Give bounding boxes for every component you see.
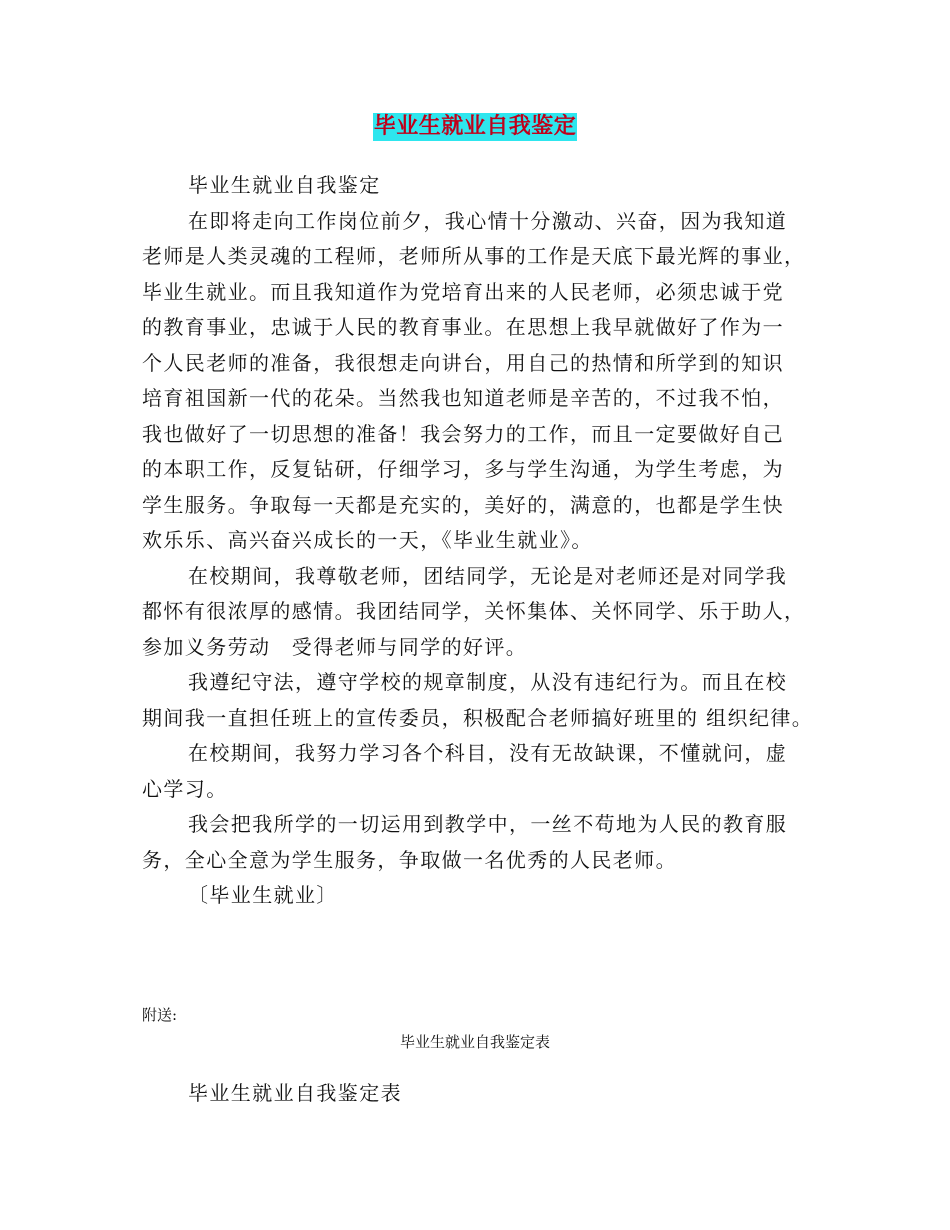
paragraph-line: 在校期间，我努力学习各个科目，没有无故缺课，不懂就问，虚 [188,741,788,765]
paragraph-line: 的教育事业，忠诚于人民的教育事业。在思想上我早就做好了作为一 [142,315,784,339]
paragraph-line: 的本职工作，反复钻研，仔细学习，多与学生沟通，为学生考虑，为 [142,457,784,481]
paragraph-line: 务，全心全意为学生服务，争取做一名优秀的人民老师。 [142,847,677,872]
title-container [0,113,950,141]
paragraph-line: 在即将走向工作岗位前夕，我心情十分激动、兴奋，因为我知道 [188,208,788,233]
paragraph-line: 我遵纪守法，遵守学校的规章制度，从没有违纪行为。而且在校 [188,670,788,694]
document-title: 毕业生就业自我鉴定 [373,114,577,139]
paragraph-line: 我会把我所学的一切运用到教学中，一丝不苟地为人民的教育服 [188,812,788,836]
paragraph-line: 我也做好了一切思想的准备！我会努力的工作，而且一定要做好自己 [142,421,784,446]
paragraph-line: 心学习。 [142,776,228,801]
appendix-label: 附送: [142,1006,178,1024]
paragraph-line: 毕业生就业自我鉴定 [188,173,381,197]
paragraph-line: 参加义务劳动 受得老师与同学的好评。 [142,634,528,659]
paragraph-line: 老师是人类灵魂的工程师，老师所从事的工作是天底下最光辉的事业， [142,244,806,268]
paragraph-line: 欢乐乐、高兴奋兴成长的一天，《毕业生就业》。 [142,528,593,552]
paragraph-line: 个人民老师的准备，我很想走向讲台，用自己的热情和所学到的知识 [142,350,784,375]
paragraph-line: 〔毕业生就业〕 [188,883,338,907]
paragraph-line: 培育祖国新一代的花朵。当然我也知道老师是辛苦的，不过我不怕， [142,386,784,410]
paragraph-line: 都怀有很浓厚的感情。我团结同学，关怀集体、关怀同学、乐于助人， [142,599,806,623]
appendix-heading: 毕业生就业自我鉴定表 [188,1081,402,1105]
paragraph-line: 在校期间，我尊敬老师，团结同学，无论是对老师还是对同学我 [188,563,788,588]
paragraph-line: 毕业生就业。而且我知道作为党培育出来的人民老师，必须忠诚于党 [142,279,784,304]
document-body [142,168,812,914]
appendix-title: 毕业生就业自我鉴定表 [399,1033,550,1051]
paragraph-line: 期间我一直担任班上的宣传委员，积极配合老师搞好班里的 组织纪律。 [142,705,814,730]
paragraph-line: 学生服务。争取每一天都是充实的，美好的，满意的，也都是学生快 [142,492,784,517]
